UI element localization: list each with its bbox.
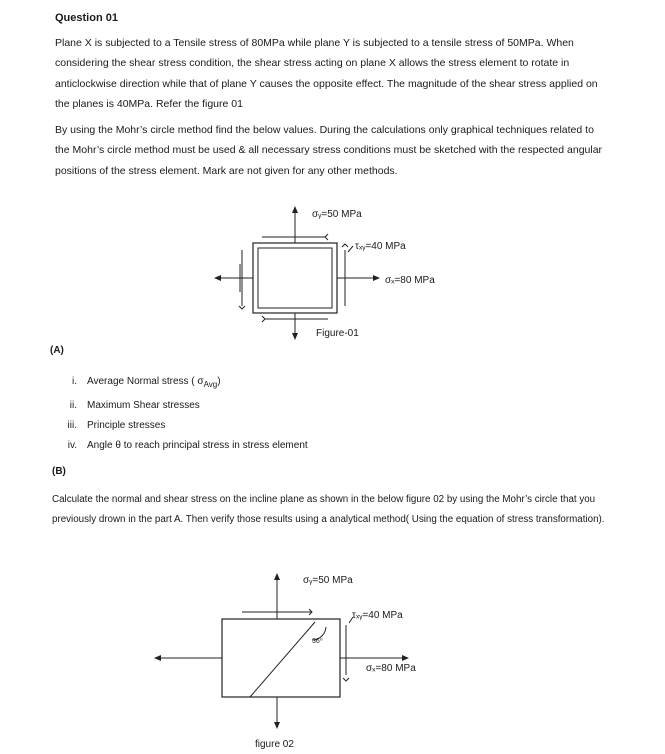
part-b-label: (B): [52, 466, 66, 477]
fig1-tau-xy-label: τₓᵧ=40 MPa: [355, 241, 406, 252]
item-subscript: Avg: [203, 380, 218, 389]
item-text: Angle θ to reach principal stress in stress element: [87, 440, 308, 451]
item-number: iii.: [67, 420, 77, 431]
sigma-y-top-arrowhead: [292, 206, 298, 213]
method-instructions: By using the Mohr’s circle method find the below values. During the calculations only graphical techniques related to the Mohr’s circle method must be used & all necessary stress conditions must be sketched with the respected angular positions of the stress element. Mark are not given for any other methods.: [55, 124, 603, 177]
part-b-text: Calculate the normal and shear stress on the incline plane as shown in the below figure 02 by using the Mohr’s circle that you previously drown in the part A. Then verify those results using a analytical method( Using the equation of stress transformation).: [52, 494, 605, 525]
item-number: iv.: [67, 440, 77, 451]
fig2-caption: figure 02: [255, 739, 294, 750]
fig1-caption: Figure-01: [316, 328, 359, 339]
stress-element-inner-square: [258, 248, 332, 308]
fig2-angle-label: 36⁰: [312, 638, 323, 645]
part-a-item-1: [72, 376, 221, 389]
fig1-sigma-x-label: σₓ=80 MPa: [385, 275, 435, 286]
fig2-sigma-x-left-arrowhead: [154, 655, 161, 661]
stress-element-square: [253, 243, 337, 313]
fig2-tau-xy-label: τₓᵧ=40 MPa: [352, 610, 403, 621]
item-text: Maximum Shear stresses: [87, 400, 200, 411]
fig2-sigma-x-right-arrowhead: [402, 655, 409, 661]
sigma-x-right-arrowhead: [373, 275, 380, 281]
fig2-element-square: [222, 619, 340, 697]
item-text: Average Normal stress ( σ: [87, 376, 204, 387]
fig2-sigma-y-top-arrowhead: [274, 573, 280, 580]
item-number: ii.: [69, 400, 77, 411]
fig1-sigma-y-label: σᵧ=50 MPa: [312, 209, 362, 220]
problem-statement: Plane X is subjected to a Tensile stress of 80MPa while plane Y is subjected to a tensile stress of 50MPa. When considering the shear stress condition, the shear stress acting on plane X allows the stress element to rotate in anticlockwise direction while that of plane Y causes the opposite effect. The magnitude of the shear stress applied on the planes is 40MPa. Refer the figure 01: [55, 37, 598, 110]
item-number: i.: [72, 376, 77, 387]
tau-pointer: [348, 246, 353, 252]
sigma-x-left-arrowhead: [214, 275, 221, 281]
item-text: Principle stresses: [87, 420, 166, 431]
sigma-y-bottom-arrowhead: [292, 333, 298, 340]
part-a-item-3: [67, 420, 166, 431]
shear-left-arrowhead: [239, 306, 245, 309]
item-tail: ): [217, 376, 221, 387]
part-a-label: (A): [50, 345, 64, 356]
shear-right-arrowhead: [342, 244, 348, 247]
part-a-item-4: [67, 440, 308, 451]
part-a-item-2: [69, 400, 200, 411]
fig2-sigma-y-bottom-arrowhead: [274, 722, 280, 729]
figure-02-inclined-plane: [140, 565, 460, 740]
shear-top-arrowhead: [325, 234, 328, 240]
shear-bottom-arrowhead: [262, 316, 265, 322]
fig2-sigma-y-label: σᵧ=50 MPa: [303, 575, 353, 586]
inclined-plane-line: [250, 622, 315, 697]
fig2-sigma-x-label: σₓ=80 MPa: [366, 663, 416, 674]
question-title: Question 01: [55, 12, 118, 24]
fig2-shear-right-arrowhead: [343, 678, 349, 681]
